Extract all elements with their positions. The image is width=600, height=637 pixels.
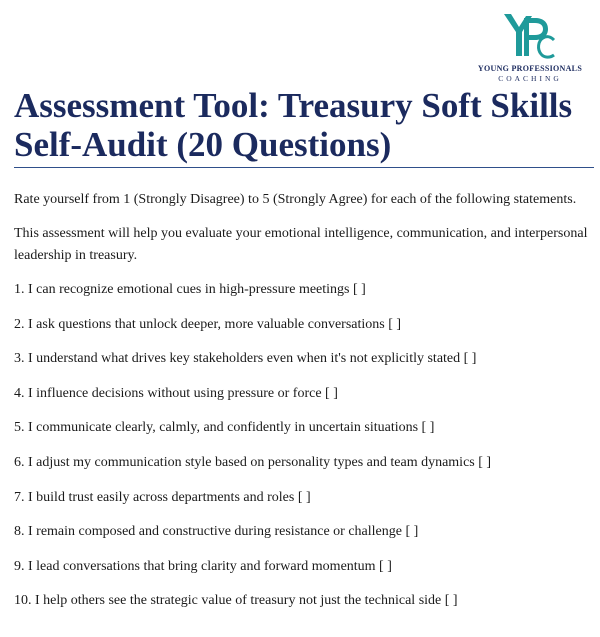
logo-text-primary: YOUNG PROFESSIONALS	[477, 64, 583, 73]
question-item: 8. I remain composed and constructive during resistance or challenge [ ]	[14, 524, 419, 540]
question-item: 10. I help others see the strategic value of treasury not just the technical side [ ]	[14, 593, 458, 609]
question-item: 3. I understand what drives key stakeholders even when it's not explicitly stated [ ]	[14, 351, 477, 367]
question-item: 5. I communicate clearly, calmly, and confidently in uncertain situations [ ]	[14, 420, 435, 436]
page-title: Assessment Tool: Treasury Soft Skills Self-Audit (20 Questions)	[14, 86, 573, 164]
question-item: 6. I adjust my communication style based on personality types and team dynamics [ ]	[14, 454, 492, 470]
question-list	[14, 279, 594, 625]
question-item: 1. I can recognize emotional cues in high-pressure meetings [ ]	[14, 282, 366, 297]
question-item: 2. I ask questions that unlock deeper, more valuable conversations [ ]	[14, 316, 402, 332]
question-item: 7. I build trust easily across departments and roles [ ]	[14, 489, 311, 505]
assessment-body	[14, 189, 594, 625]
description-text: This assessment will help you evaluate your emotional intelligence, communication, and interpersonal leadership in treasury.	[14, 226, 588, 263]
question-item: 4. I influence decisions without using pressure or force [ ]	[14, 385, 338, 401]
question-item: 9. I lead conversations that bring clarity and forward momentum [ ]	[14, 558, 392, 574]
intro-text: Rate yourself from 1 (Strongly Disagree) to 5 (Strongly Agree) for each of the following statements.	[14, 192, 577, 207]
ypc-monogram-icon	[498, 10, 558, 62]
brand-logo	[466, 10, 594, 82]
logo-text-secondary: COACHING	[498, 74, 562, 83]
title-divider	[14, 167, 594, 168]
